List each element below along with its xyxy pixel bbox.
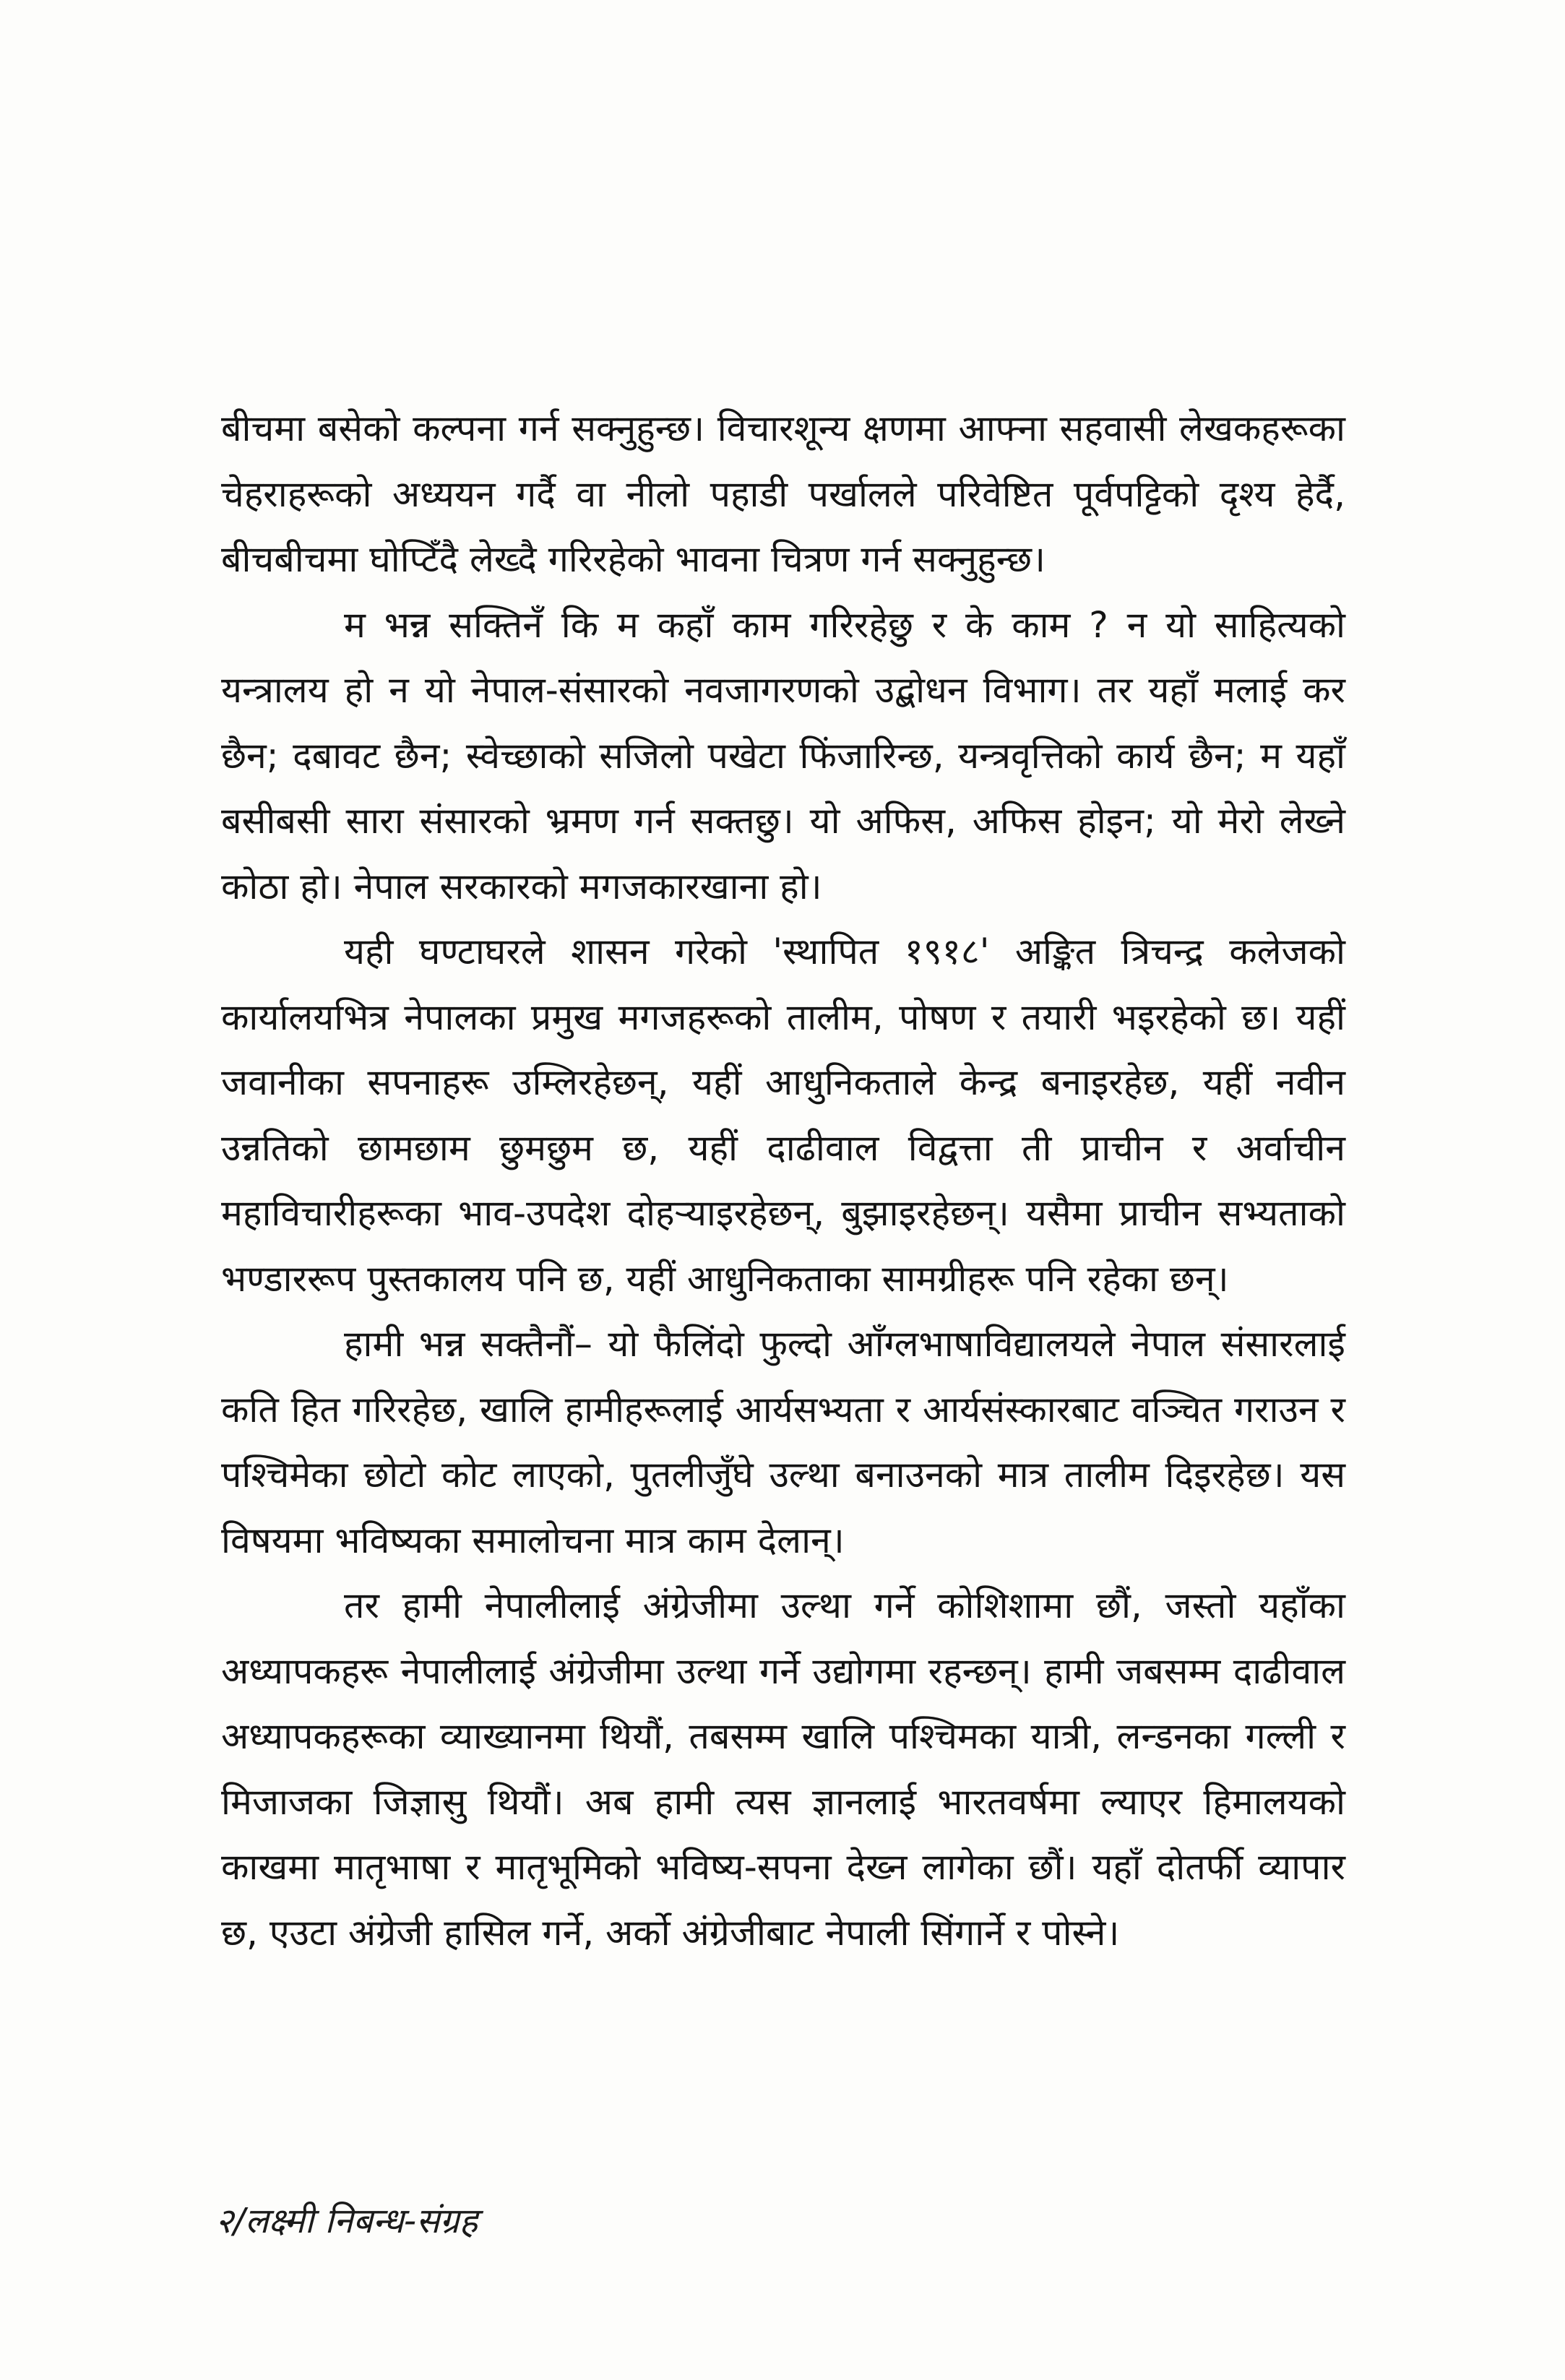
body-text (221, 396, 1345, 1965)
paragraph-4: हामी भन्न सक्तैनौं– यो फैलिंदो फुल्दो आँग्लभाषाविद्यालयले नेपाल संसारलाई कति हित गरिरहेछ, खालि हामीहरूलाई आर्यसभ्यता र आर्यसंस्कारबाट वञ्चित गराउन र पश्चिमेका छोटो कोट लाएको, पुतलीजुँघे उल्था बनाउनको मात्र तालीम दिइरहेछ। यस विषयमा भविष्यका समालोचना मात्र काम देलान्। (221, 1323, 1345, 1561)
page-footer: २/लक्ष्मी निबन्ध-संग्रह (215, 2201, 478, 2241)
paragraph-2: म भन्न सक्तिनँ कि म कहाँ काम गरिरहेछु र के काम ? न यो साहित्यको यन्त्रालय हो न यो नेपाल-संसारको नवजागरणको उद्बोधन विभाग। तर यहाँ मलाई कर छैन; दबावट छैन; स्वेच्छाको सजिलो पखेटा फिंजारिन्छ, यन्त्रवृत्तिको कार्य छैन; म यहाँ बसीबसी सारा संसारको भ्रमण गर्न सक्तछु। यो अफिस, अफिस होइन; यो मेरो लेख्ने कोठा हो। नेपाल सरकारको मगजकारखाना हो। (221, 603, 1345, 907)
paragraph-3: यही घण्टाघरले शासन गरेको 'स्थापित १९१८' अङ्कित त्रिचन्द्र कलेजको कार्यालयभित्र नेपालका प्रमुख मगजहरूको तालीम, पोषण र तयारी भइरहेको छ। यहीं जवानीका सपनाहरू उम्लिरहेछन्, यहीं आधुनिकताले केन्द्र बनाइरहेछ, यहीं नवीन उन्नतिको छामछाम छुमछुम छ, यहीं दाढीवाल विद्वत्ता ती प्राचीन र अर्वाचीन महाविचारीहरूका भाव-उपदेश दोहऱ्याइरहेछन्, बुझाइरहेछन्। यसैमा प्राचीन सभ्यताको भण्डाररूप पुस्तकालय पनि छ, यहीं आधुनिकताका सामग्रीहरू पनि रहेका छन्। (221, 931, 1346, 1300)
paragraph-5: तर हामी नेपालीलाई अंग्रेजीमा उल्था गर्ने कोशिशामा छौं, जस्तो यहाँका अध्यापकहरू नेपालीलाई अंग्रेजीमा उल्था गर्ने उद्योगमा रहन्छन्। हामी जबसम्म दाढीवाल अध्यापकहरूका व्याख्यानमा थियौं, तबसम्म खालि पश्चिमका यात्री, लन्डनका गल्ली र मिजाजका जिज्ञासु थियौं। अब हामी त्यस ज्ञानलाई भारतवर्षमा ल्याएर हिमालयको काखमा मातृभाषा र मातृभूमिको भविष्य-सपना देख्न लागेका छौं। यहाँ दोतर्फी व्यापार छ, एउटा अंग्रेजी हासिल गर्ने, अर्को अंग्रेजीबाट नेपाली सिंगार्ने र पोस्ने। (221, 1584, 1345, 1954)
paragraph-1: बीचमा बसेको कल्पना गर्न सक्नुहुन्छ। विचारशून्य क्षणमा आफ्ना सहवासी लेखकहरूका चेहराहरूको अध्ययन गर्दै वा नीलो पहाडी पर्खालले परिवेष्टित पूर्वपट्टिको दृश्य हेर्दै, बीचबीचमा घोप्टिँदै लेख्दै गरिरहेको भावना चित्रण गर्न सक्नुहुन्छ। (221, 408, 1345, 580)
